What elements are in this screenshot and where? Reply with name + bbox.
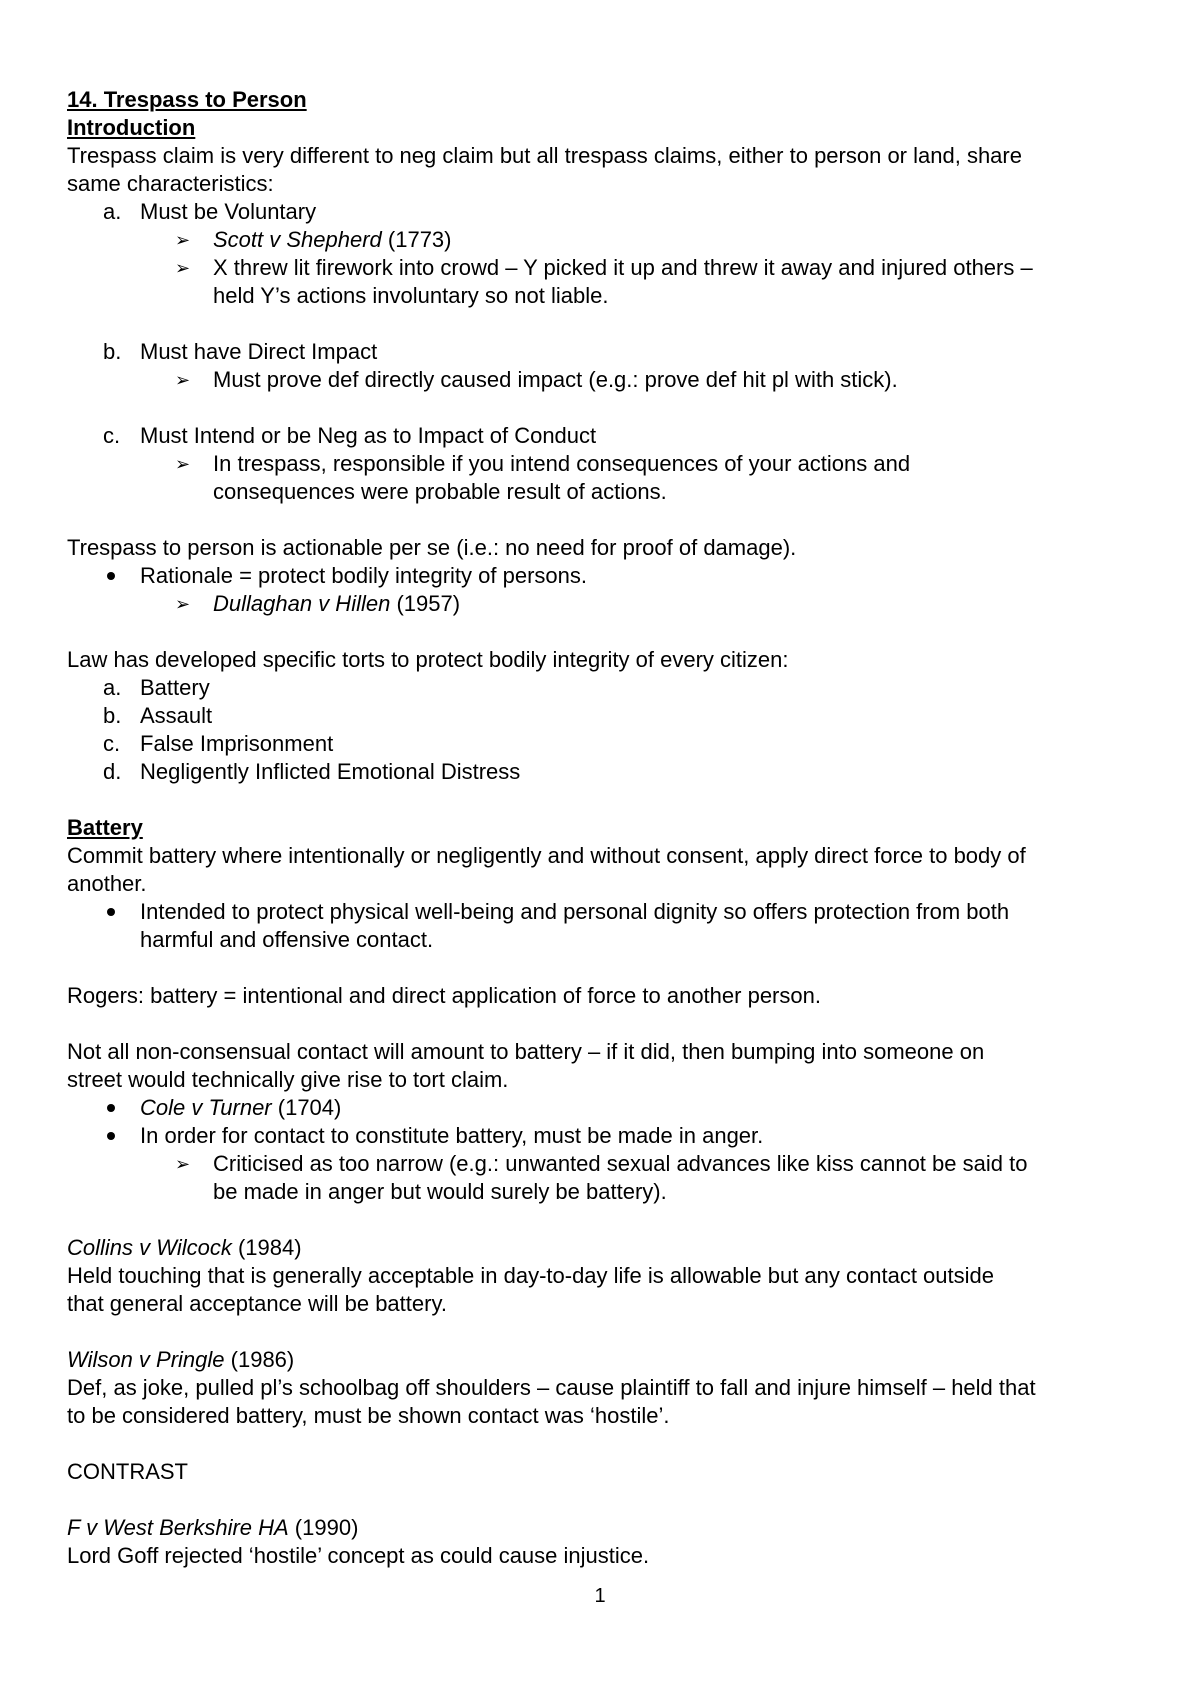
bullet-text: harmful and offensive contact. (140, 927, 434, 952)
case-heading (67, 1234, 1147, 1262)
bullet-item (67, 898, 1147, 926)
arrow-bullet-icon: ➢ (175, 230, 191, 250)
section-heading-introduction: Introduction (67, 115, 196, 140)
list-marker: c. (103, 423, 121, 448)
paragraph-line: that general acceptance will be battery. (67, 1291, 447, 1316)
sub-list-text: consequences were probable result of actions. (213, 479, 667, 504)
list-marker: a. (103, 675, 122, 700)
case-year: (1990) (288, 1515, 359, 1540)
sub-list-continuation (67, 478, 1147, 506)
sub-list-text: be made in anger but would surely be battery). (213, 1179, 667, 1204)
list-marker: c. (103, 731, 121, 756)
paragraph-line: Rogers: battery = intentional and direct application of force to another person. (67, 983, 821, 1008)
case-name: Collins v Wilcock (67, 1235, 232, 1260)
paragraph-line: Law has developed specific torts to protect bodily integrity of every citizen: (67, 647, 789, 672)
sub-list-item (67, 254, 1147, 282)
bullet-dot-icon (107, 1104, 115, 1112)
case-heading (67, 1514, 1147, 1542)
sub-list-text: held Y’s actions involuntary so not liable. (213, 283, 609, 308)
arrow-bullet-icon: ➢ (175, 258, 191, 278)
bullet-text: In order for contact to constitute battery, must be made in anger. (140, 1123, 764, 1148)
paragraph-line: Trespass to person is actionable per se (i.e.: no need for proof of damage). (67, 535, 797, 560)
sub-list-item (67, 590, 1147, 618)
paragraph-line: to be considered battery, must be shown contact was ‘hostile’. (67, 1403, 670, 1428)
case-name: Dullaghan v Hillen (213, 591, 391, 616)
list-item (67, 730, 1147, 758)
document-title: 14. Trespass to Person (67, 87, 307, 112)
list-item-text: Battery (140, 675, 210, 700)
list-item (67, 198, 1147, 226)
arrow-bullet-icon: ➢ (175, 370, 191, 390)
list-item-text: Negligently Inflicted Emotional Distress (140, 759, 521, 784)
case-year: (1704) (271, 1095, 342, 1120)
bullet-text: Intended to protect physical well-being and personal dignity so offers protection from both (140, 899, 1010, 924)
sub-list-continuation (67, 1178, 1147, 1206)
sub-list-text: In trespass, responsible if you intend consequences of your actions and (213, 451, 911, 476)
document-body (67, 86, 1147, 1570)
list-item-text: Assault (140, 703, 213, 728)
sub-list-item (67, 226, 1147, 254)
bullet-dot-icon (107, 908, 115, 916)
case-year: (1773) (381, 227, 452, 252)
arrow-bullet-icon: ➢ (175, 594, 191, 614)
list-item-text: False Imprisonment (140, 731, 334, 756)
bullet-item (67, 1122, 1147, 1150)
paragraph-line: Lord Goff rejected ‘hostile’ concept as could cause injustice. (67, 1543, 650, 1568)
list-item (67, 674, 1147, 702)
list-marker: b. (103, 339, 122, 364)
bullet-item (67, 1094, 1147, 1122)
case-name: Wilson v Pringle (67, 1347, 225, 1372)
page-number: 1 (594, 1585, 606, 1607)
list-item (67, 422, 1147, 450)
list-item (67, 758, 1147, 786)
bullet-item (67, 562, 1147, 590)
sub-list-text: Criticised as too narrow (e.g.: unwanted sexual advances like kiss cannot be said to (213, 1151, 1028, 1176)
case-name: Cole v Turner (140, 1095, 272, 1120)
case-year: (1957) (390, 591, 461, 616)
list-marker: d. (103, 759, 122, 784)
arrow-bullet-icon: ➢ (175, 1154, 191, 1174)
paragraph-line: Commit battery where intentionally or negligently and without consent, apply direct force to body of (67, 843, 1026, 868)
sub-list-text: X threw lit firework into crowd – Y picked it up and threw it away and injured others – (213, 255, 1033, 280)
case-name: Scott v Shepherd (213, 227, 382, 252)
section-heading-battery: Battery (67, 815, 143, 840)
list-item (67, 702, 1147, 730)
case-heading (67, 1346, 1147, 1374)
paragraph-line: another. (67, 871, 147, 896)
case-name: F v West Berkshire HA (67, 1515, 289, 1540)
bullet-dot-icon (107, 572, 115, 580)
arrow-bullet-icon: ➢ (175, 454, 191, 474)
paragraph-line: Held touching that is generally acceptable in day-to-day life is allowable but any contact outside (67, 1263, 994, 1288)
paragraph-line: Not all non-consensual contact will amount to battery – if it did, then bumping into someone on (67, 1039, 985, 1064)
bullet-text: Rationale = protect bodily integrity of persons. (140, 563, 587, 588)
contrast-label: CONTRAST (67, 1459, 188, 1484)
bullet-dot-icon (107, 1132, 115, 1140)
list-item (67, 338, 1147, 366)
list-item-text: Must be Voluntary (140, 199, 317, 224)
sub-list-item (67, 1150, 1147, 1178)
paragraph-line: Trespass claim is very different to neg claim but all trespass claims, either to person or land, share (67, 143, 1022, 168)
list-marker: b. (103, 703, 122, 728)
paragraph-line: street would technically give rise to tort claim. (67, 1067, 509, 1092)
sub-list-item (67, 450, 1147, 478)
case-year: (1986) (224, 1347, 295, 1372)
sub-list-item (67, 366, 1147, 394)
list-item-text: Must Intend or be Neg as to Impact of Conduct (140, 423, 597, 448)
case-year: (1984) (231, 1235, 302, 1260)
list-marker: a. (103, 199, 122, 224)
sub-list-continuation (67, 282, 1147, 310)
paragraph-line: Def, as joke, pulled pl’s schoolbag off shoulders – cause plaintiff to fall and injure himself – held that (67, 1375, 1036, 1400)
paragraph-line: same characteristics: (67, 171, 274, 196)
bullet-continuation (67, 926, 1147, 954)
list-item-text: Must have Direct Impact (140, 339, 378, 364)
sub-list-text: Must prove def directly caused impact (e.g.: prove def hit pl with stick). (213, 367, 898, 392)
